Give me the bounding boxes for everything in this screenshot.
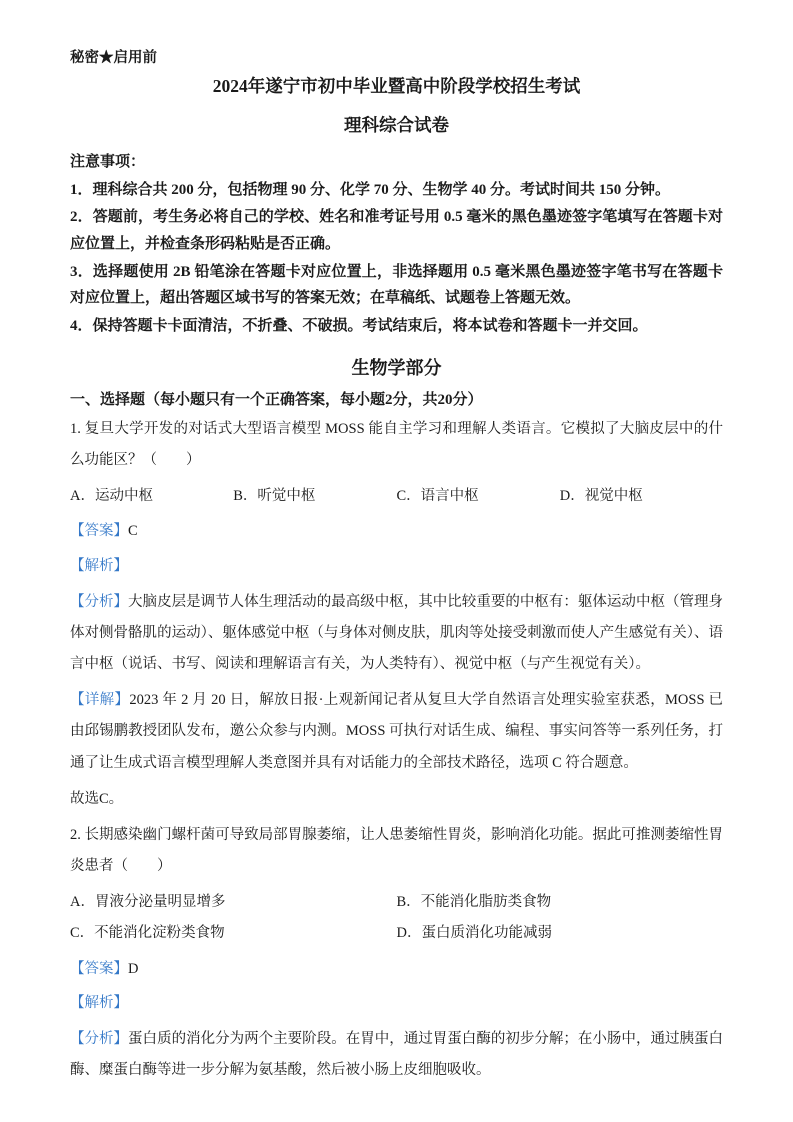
option-c: C．不能消化淀粉类食物 <box>70 925 225 942</box>
exam-title: 2024年遂宁市初中毕业暨高中阶段学校招生考试 <box>212 76 581 96</box>
notice-item-2: 2．答题前，考生务必将自己的学校、姓名和准考证号用 0.5 毫米的黑色墨迹签字笔填写在答题卡对应位置上，并检查条形码粘贴是否正确。 <box>70 209 723 253</box>
question-2-analysis-block <box>70 1024 723 1086</box>
question-1 <box>70 414 723 815</box>
option-a: A．胃液分泌量明显增多 <box>70 894 226 911</box>
question-1-answer-line <box>70 516 723 547</box>
analysis-label: 【解析】 <box>70 557 128 574</box>
analysis-label: 【解析】 <box>70 994 128 1011</box>
analysis-block-label: 【分析】 <box>70 1030 129 1047</box>
question-1-options <box>70 481 723 512</box>
section-title: 生物学部分 <box>351 357 442 378</box>
question-type-heading: 一、选择题（每小题只有一个正确答案，每小题2分，共20分） <box>70 391 483 408</box>
notice-item-4: 4．保持答题卡卡面清洁，不折叠、不破损。考试结束后，将本试卷和答题卡一并交回。 <box>70 318 648 335</box>
question-2 <box>70 820 723 1086</box>
detail-block-label: 【详解】 <box>70 692 130 709</box>
question-2-analysis-heading <box>70 988 723 1019</box>
analysis-block-text: 大脑皮层是调节人体生理活动的最高级中枢，其中比较重要的中枢有：躯体运动中枢（管理身体对侧骨骼肌的运动）、躯体感觉中枢（与身体对侧皮肤，肌肉等处接受刺激而使人产生感觉有关）、语言中枢（说话、书写、阅读和理解语言有关，为人类特有）、视觉中枢（与产生视觉有关）。 <box>70 593 723 673</box>
answer-label: 【答案】 <box>70 523 128 540</box>
notice-item-1: 1．理科综合共 200 分，包括物理 90 分、化学 70 分、生物学 40 分。考试时间共 150 分钟。 <box>70 181 671 198</box>
question-2-answer-line <box>70 954 723 985</box>
option-c: C．语言中枢 <box>396 488 479 505</box>
exam-subtitle: 理科综合试卷 <box>344 115 449 135</box>
option-a: A．运动中枢 <box>70 488 153 505</box>
analysis-block-label: 【分析】 <box>70 593 129 610</box>
question-2-options <box>70 887 723 949</box>
notices-block <box>70 149 723 340</box>
answer-label: 【答案】 <box>70 960 128 977</box>
option-d: D．视觉中枢 <box>559 488 643 505</box>
option-b: B．听觉中枢 <box>233 488 316 505</box>
answer-value: C <box>128 523 138 540</box>
question-1-analysis-heading <box>70 551 723 582</box>
classification-banner: 秘密★启用前 <box>70 50 157 66</box>
detail-block-text: 2023 年 2 月 20 日，解放日报·上观新闻记者从复旦大学自然语言处理实验室获悉，MOSS 已由邱锡鹏教授团队发布，邀公众参与内测。MOSS 可执行对话生成、编程、事实问答等一系列任务，打通了让生成式语言模型理解人类意图并具有对话能力的全部技术路径，选项 C 符合题意。 <box>70 692 723 771</box>
notices-heading: 注意事项： <box>70 154 146 170</box>
option-b: B．不能消化脂肪类食物 <box>396 894 552 911</box>
question-1-stem: 1. 复旦大学开发的对话式大型语言模型 MOSS 能自主学习和理解人类语言。它模拟了大脑皮层中的什么功能区？（ ） <box>70 420 723 468</box>
answer-value: D <box>128 960 139 977</box>
question-1-detail-block <box>70 685 723 779</box>
option-d: D．蛋白质消化功能减弱 <box>396 925 552 942</box>
question-1-analysis-block <box>70 587 723 681</box>
notice-item-3: 3．选择题使用 2B 铅笔涂在答题卡对应位置上，非选择题用 0.5 毫米黑色墨迹签字笔书写在答题卡对应位置上，超出答题区域书写的答案无效；在草稿纸、试题卷上答题无效。 <box>70 263 723 307</box>
question-1-conclusion: 故选C。 <box>70 790 124 807</box>
question-2-stem: 2. 长期感染幽门螺杆菌可导致局部胃腺萎缩，让人患萎缩性胃炎，影响消化功能。据此可推测萎缩性胃炎患者（ ） <box>70 826 723 875</box>
analysis-block-text: 蛋白质的消化分为两个主要阶段。在胃中，通过胃蛋白酶的初步分解；在小肠中，通过胰蛋白酶、糜蛋白酶等进一步分解为氨基酸，然后被小肠上皮细胞吸收。 <box>70 1030 723 1079</box>
